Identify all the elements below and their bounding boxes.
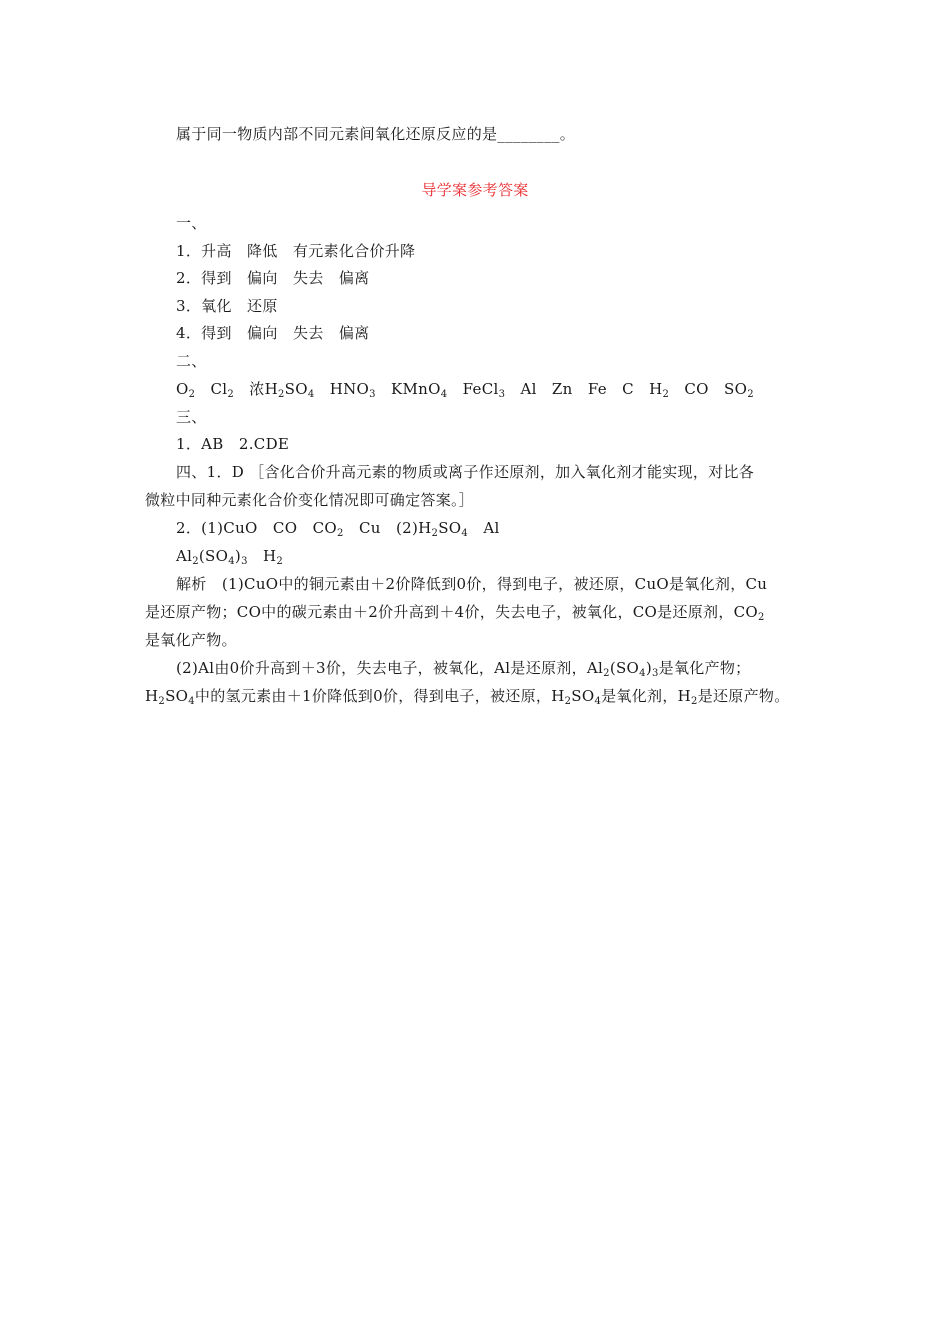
section4-q2-line: 2．(1)CuO CO $CO_2$ Cu $(2)H_2SO_4$ Al — [176, 519, 500, 539]
analysis-line-4: (2)Al由0价升高到＋3价，失去电子，被氧化，Al是还原剂，$Al_2(SO_4)_3$是氧化产物； — [176, 659, 751, 679]
section4-line-2: 微粒中同种元素化合价变化情况即可确定答案。］ — [145, 491, 475, 509]
formula-fecl3: FeCl$_3$ — [462, 380, 506, 400]
section1-item-3: 3．氧化 还原 — [176, 297, 278, 315]
formula-h2: $H_2$ — [649, 380, 670, 400]
formula-zn: Zn — [551, 380, 573, 398]
section3-heading: 三、 — [176, 408, 207, 426]
analysis-line-1: 解析 (1)CuO中的铜元素由＋2价降低到0价，得到电子，被还原，CuO是氧化剂，Cu — [176, 575, 768, 593]
section2-formulas — [176, 379, 816, 405]
formula-kmno4: KMnO$_4$ — [391, 380, 448, 400]
formula-so2: $SO_2$ — [724, 380, 754, 400]
section2-heading: 二、 — [176, 352, 207, 370]
section1-heading: 一、 — [176, 214, 207, 232]
formula-cl2: $Cl_2$ — [210, 380, 235, 400]
formula-co: CO — [684, 380, 709, 398]
section1-item-2: 2．得到 偏向 失去 偏离 — [176, 269, 370, 287]
analysis-line-5: $H_2SO_4$中的氢元素由＋1价降低到0价，得到电子，被还原，$H_2SO_4$是氧化剂，$H_2$是还原产物。 — [145, 687, 790, 707]
section4-line-1: 四、1．D ［含化合价升高元素的物质或离子作还原剂，加入氧化剂才能实现，对比各 — [176, 463, 755, 481]
question-tail: 属于同一物质内部不同元素间氧化还原反应的是________。 — [176, 125, 576, 143]
answer-title: 导学案参考答案 — [421, 181, 529, 199]
section1-item-1: 1．升高 降低 有元素化合价升降 — [176, 242, 416, 260]
section4-q2-al-line: $Al_2(SO_4)_3$ $H_2$ — [176, 547, 284, 567]
analysis-line-2: 是还原产物；CO中的碳元素由＋2价升高到＋4价，失去电子，被氧化，CO是还原剂，$CO_2$ — [145, 603, 765, 623]
formula-fe: Fe — [587, 380, 607, 398]
formula-hno3: $HNO_3$ — [329, 380, 376, 400]
formula-h2so4: 浓$H_2SO_4$ — [249, 380, 315, 400]
formula-o2: $O_2$ — [176, 380, 196, 400]
section1-item-4: 4．得到 偏向 失去 偏离 — [176, 324, 370, 342]
section3-answer: 1．AB 2.CDE — [176, 435, 290, 453]
formula-c: C — [622, 380, 634, 398]
formula-al: Al — [520, 380, 537, 398]
analysis-line-3: 是氧化产物。 — [145, 631, 237, 649]
